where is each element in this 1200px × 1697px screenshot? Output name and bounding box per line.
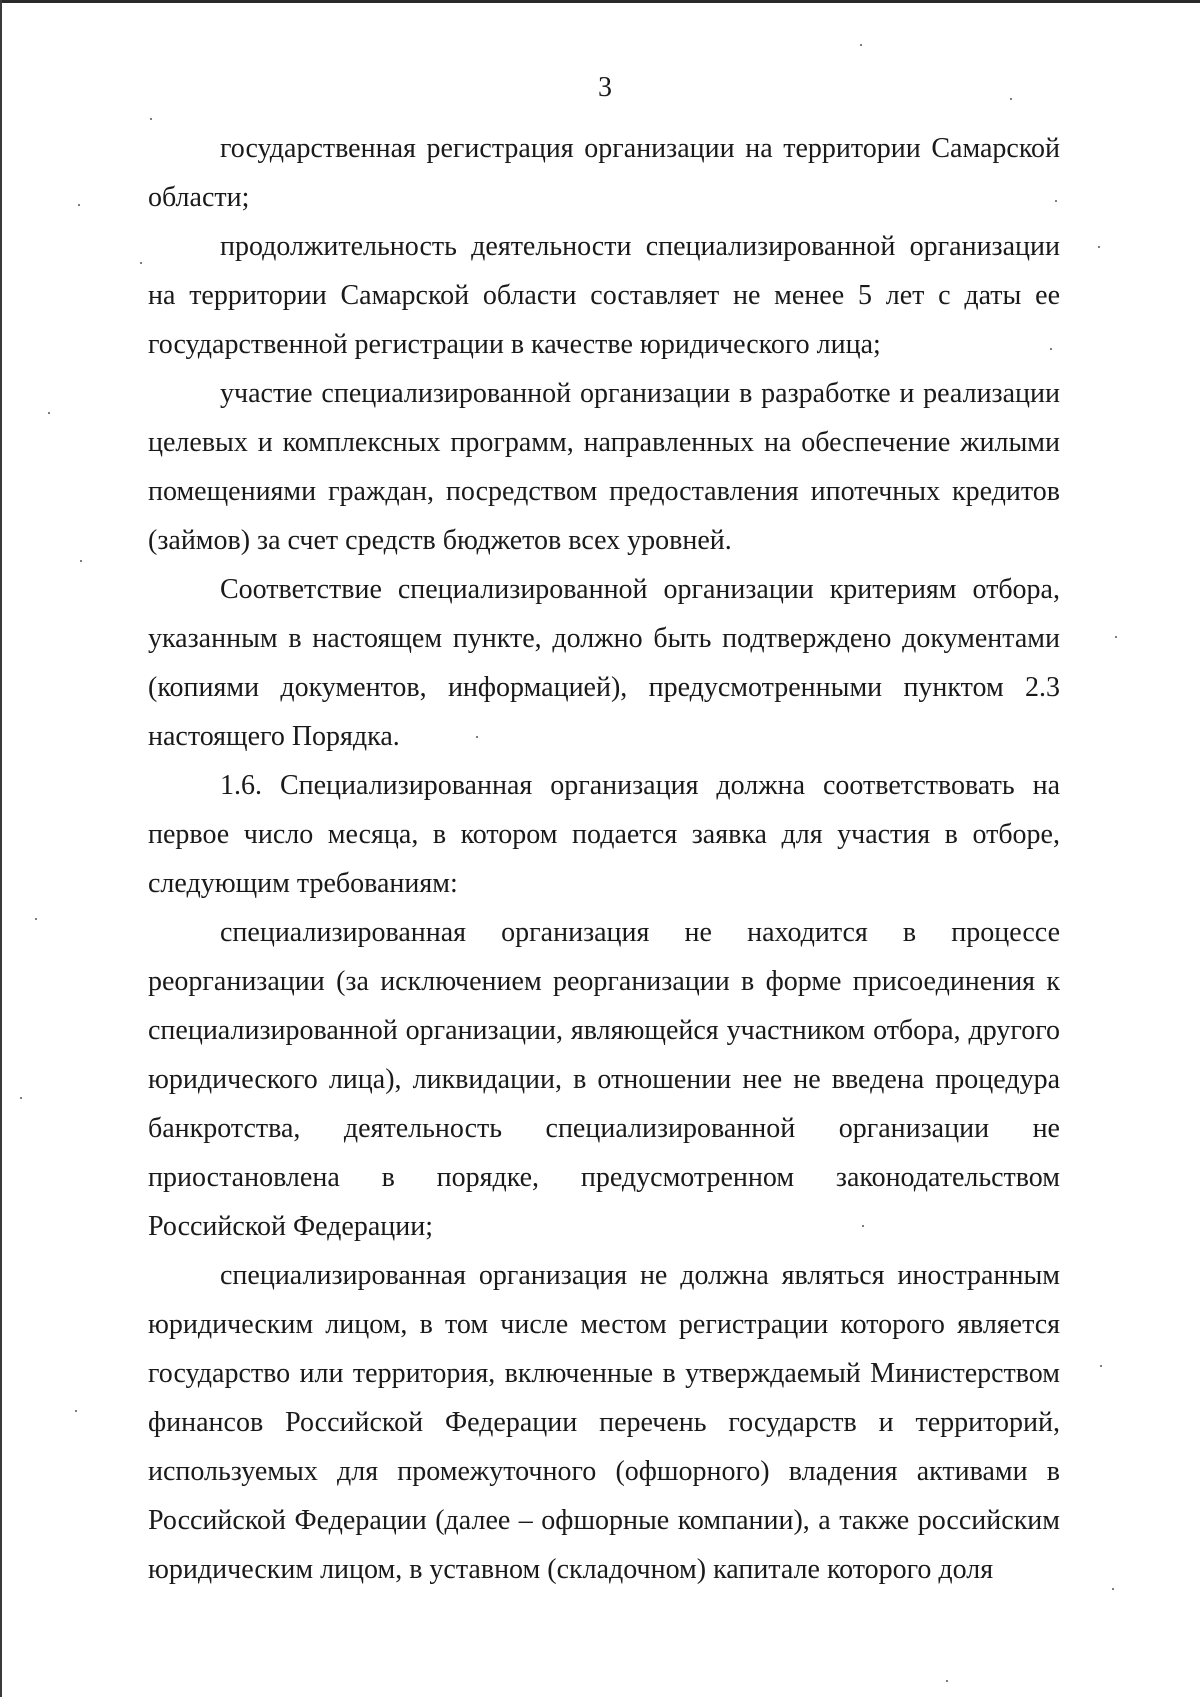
scan-speck xyxy=(35,918,37,920)
scan-speck xyxy=(476,736,478,738)
paragraph-reorganization: специализированная организация не находится в процессе реорганизации (за исключением реорганизации в форме присоединения к специализированной организации, являющейся участником отбора, другого юридического лица), ликвидации, в отношении нее не введена процедура банкротства, деятельность специализированной организации не приостановлена в порядке, предусмотренном законодательством Российской Федерации; xyxy=(148,917,1060,1242)
scan-speck xyxy=(78,204,80,206)
paragraph-registration: государственная регистрация организации на территории Самарской области; xyxy=(148,133,1060,213)
scan-speck xyxy=(1098,246,1100,248)
paragraph-section-1-6: 1.6. Специализированная организация должна соответствовать на первое число месяца, в котором подается заявка для участия в отборе, следующим требованиям: xyxy=(148,770,1060,899)
paragraph-compliance: Соответствие специализированной организации критериям отбора, указанным в настоящем пункте, должно быть подтверждено документами (копиями документов, информацией), предусмотренными пунктом 2.3 настоящего Порядка. xyxy=(148,574,1060,752)
paragraph-participation: участие специализированной организации в разработке и реализации целевых и комплексных программ, направленных на обеспечение жилыми помещениями граждан, посредством предоставления ипотечных кредитов (займов) за счет средств бюджетов всех уровней. xyxy=(148,378,1060,556)
scan-speck xyxy=(1100,1365,1102,1367)
scan-speck xyxy=(860,44,862,46)
scan-speck xyxy=(80,560,82,562)
scan-speck xyxy=(1055,200,1057,202)
paragraph-foreign-entity: специализированная организация не должна являться иностранным юридическим лицом, в том числе местом регистрации которого является государство или территория, включенные в утверждаемый Министерством финансов Российской Федерации перечень государств и территорий, используемых для промежуточного (офшорного) владения активами в Российской Федерации (далее – офшорные компании), а также российским юридическим лицом, в уставном (складочном) капитале которого доля xyxy=(148,1260,1060,1585)
scan-speck xyxy=(140,262,142,264)
top-scan-edge xyxy=(0,0,1200,3)
scan-speck xyxy=(1050,348,1052,350)
scan-speck xyxy=(946,1680,948,1682)
scan-speck xyxy=(1010,98,1012,100)
page-number: 3 xyxy=(598,72,612,103)
scan-speck xyxy=(1112,1588,1114,1590)
scan-speck xyxy=(48,412,50,414)
scan-speck xyxy=(150,118,152,120)
paragraph-duration: продолжительность деятельности специализированной организации на территории Самарской области составляет не менее 5 лет с даты ее государственной регистрации в качестве юридического лица; xyxy=(148,231,1060,360)
scan-speck xyxy=(1115,636,1117,638)
scan-speck xyxy=(20,1097,22,1099)
scan-speck xyxy=(75,1410,77,1412)
document-body xyxy=(148,124,1060,1594)
scan-speck xyxy=(862,1225,864,1227)
left-scan-edge xyxy=(0,0,2,1697)
